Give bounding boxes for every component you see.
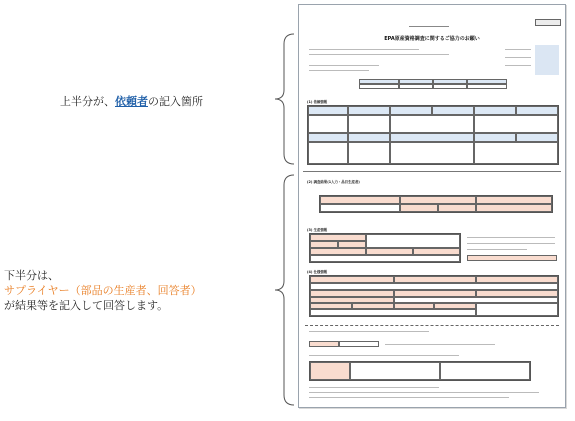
text-line [309, 49, 419, 50]
table-cell [476, 204, 552, 212]
section-4-label: (4) 仕様情報 [307, 270, 328, 274]
lower-brace [272, 173, 298, 407]
text-line [309, 387, 439, 388]
table-cell [338, 241, 366, 248]
table-cell [394, 290, 476, 297]
table-cell [476, 290, 558, 297]
table-cell [308, 142, 348, 164]
lower-line-1: 下半分は、 [4, 269, 59, 282]
table-cell [339, 341, 379, 347]
upper-half-annotation [60, 95, 203, 109]
document-title: EPA原産資格調査に関するご協力のお願い [384, 36, 480, 42]
supplier-highlight: サプライヤー（部品の生産者、回答者） [4, 284, 202, 297]
text-line [309, 65, 379, 66]
table-cell [394, 276, 476, 283]
requester-highlight: 依頼者 [115, 95, 148, 108]
text-line [467, 237, 555, 238]
table-cell [348, 106, 390, 115]
table-cell [308, 115, 348, 133]
table-cell [320, 204, 400, 212]
section-1-label: (1) 依頼情報 [307, 100, 328, 104]
table-cell [310, 255, 460, 262]
table-cell [310, 290, 394, 297]
table-cell [310, 234, 366, 241]
table-cell [476, 196, 552, 204]
table-cell [476, 276, 558, 283]
table-cell [390, 106, 432, 115]
document-sheet [298, 4, 566, 408]
table-cell [476, 303, 558, 316]
spec-table [309, 275, 559, 317]
table-cell [350, 362, 440, 380]
lower-half-annotation [4, 268, 202, 313]
upper-prefix: 上半分が、 [60, 95, 115, 108]
text-line [505, 65, 531, 66]
table-cell [390, 133, 474, 142]
table-cell [474, 133, 516, 142]
table-cell [400, 196, 476, 204]
header-tag [409, 22, 449, 27]
table-cell [516, 106, 558, 115]
table-cell [310, 248, 366, 255]
table-cell [440, 362, 530, 380]
table-cell [320, 196, 400, 204]
text-line [309, 392, 539, 393]
text-line [385, 344, 495, 345]
text-line [467, 249, 527, 250]
lower-line-3: が結果等を記入して回答します。 [4, 299, 169, 312]
table-cell [310, 276, 394, 283]
table-cell [467, 255, 557, 261]
text-line [309, 355, 459, 356]
table-cell [310, 283, 558, 290]
table-cell [474, 142, 558, 164]
section-2-label: (2) 調査結果(1入力・品目生産者) [307, 180, 360, 184]
table-cell [310, 362, 350, 380]
table-cell [390, 115, 474, 133]
section-3-label: (3) 生産情報 [307, 228, 328, 232]
dashed-divider [305, 325, 559, 326]
upper-brace [272, 32, 298, 166]
upper-suffix: の記入箇所 [148, 95, 203, 108]
table-cell [366, 248, 413, 255]
table-cell [309, 341, 339, 347]
production-table [309, 233, 461, 263]
contact-cell [359, 84, 399, 89]
table-cell [400, 204, 438, 212]
table-cell [432, 106, 474, 115]
half-divider [303, 171, 561, 172]
table-cell [348, 142, 390, 164]
table-cell [366, 234, 460, 248]
contact-cell [433, 84, 467, 89]
contact-cell [467, 84, 507, 89]
table-cell [348, 133, 390, 142]
result-table [319, 195, 553, 213]
text-line [309, 331, 429, 332]
table-cell [474, 106, 516, 115]
table-cell [308, 106, 348, 115]
table-cell [308, 133, 348, 142]
text-line [467, 243, 555, 244]
table-cell [348, 115, 390, 133]
checklist-table [309, 361, 531, 381]
text-line [309, 54, 449, 55]
table-cell [310, 241, 338, 248]
text-line [505, 49, 531, 50]
table-cell [474, 115, 558, 133]
contact-cell [399, 84, 433, 89]
company-info-box [535, 45, 559, 75]
table-cell [413, 248, 460, 255]
text-line [309, 70, 369, 71]
table-cell [310, 309, 476, 316]
request-table [307, 105, 559, 165]
table-cell [390, 142, 474, 164]
text-line [309, 397, 509, 398]
table-cell [438, 204, 476, 212]
text-line [505, 57, 531, 58]
table-cell [516, 133, 558, 142]
stamp-box [535, 19, 561, 26]
